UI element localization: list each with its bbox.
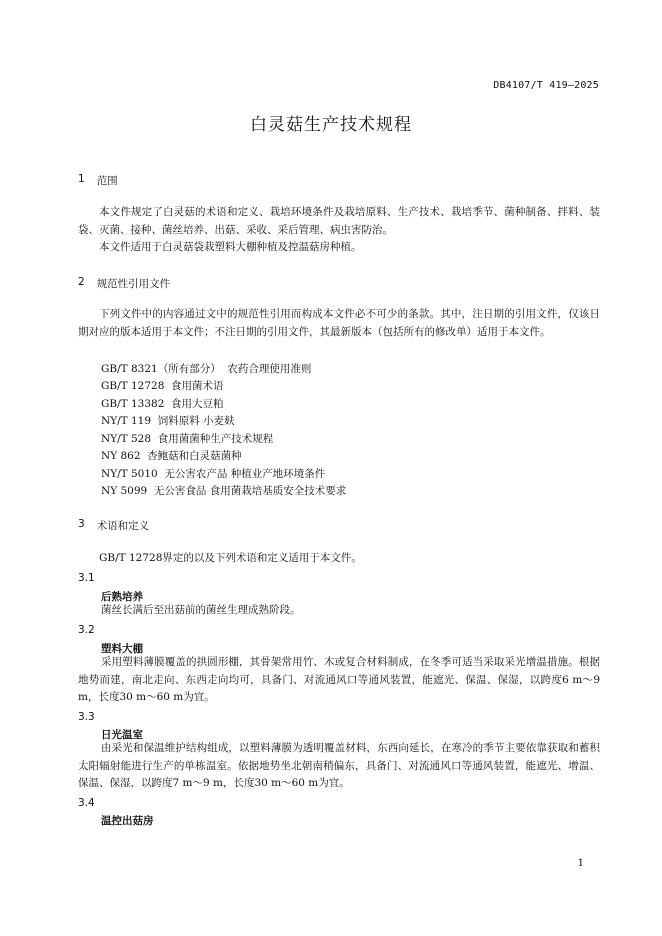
reference-item: NY 5099 无公害食品 食用菌栽培基质安全技术要求 <box>101 485 347 497</box>
section-heading-terms-and-definitions <box>78 518 149 533</box>
term-number: 3.4 <box>78 797 95 809</box>
term-name: 温控出菇房 <box>101 815 154 827</box>
term-number: 3.3 <box>78 711 95 723</box>
term-number: 3.1 <box>78 572 95 584</box>
section-title: 术语和定义 <box>96 520 150 532</box>
document-code: DB4107/T 419—2025 <box>493 80 599 91</box>
reference-item: GB/T 8321（所有部分） 农药合理使用准则 <box>101 363 312 375</box>
reference-item: NY/T 5010 无公害农产品 种植业产地环境条件 <box>101 468 326 480</box>
term-definition: 由采光和保温维护结构组成，以塑料薄膜为透明覆盖材料，东西向延长，在寒冷的季节主要依靠获取和蓄积太阳辐射能进行生产的单栋温室。依据地势坐北朝南稍偏东，具备门、对流通风口等通风装置，能遮光、增温、保温、保湿，以跨度7 m～9 m，长度30 m～60 m为宜。 <box>78 742 600 789</box>
section-heading-normative-references <box>78 276 170 291</box>
term-definition: 采用塑料薄膜覆盖的拱圆形棚，其骨架常用竹、木或复合材料制成，在冬季可适当采取采光增温措施。根据地势而建，南北走向、东西走向均可，具备门、对流通风口等通风装置，能遮光、保温、保湿，以跨度6 m～9 m，长度30 m～60 m为宜。 <box>78 656 600 703</box>
reference-item: GB/T 12728 食用菌术语 <box>101 380 224 392</box>
section-number: 1 <box>78 173 85 185</box>
term-name: 日光温室 <box>101 729 143 741</box>
section-title: 范围 <box>96 175 118 187</box>
term-name: 后熟培养 <box>101 591 143 603</box>
section-number: 3 <box>78 518 85 530</box>
section-title: 规范性引用文件 <box>96 278 171 290</box>
scope-paragraph-2: 本文件适用于白灵菇袋栽塑料大棚种植及控温菇房种植。 <box>99 241 362 253</box>
term-definition: 菌丝长满后至出菇前的菌丝生理成熟阶段。 <box>101 604 301 616</box>
references-intro: 下列文件中的内容通过文中的规范性引用而构成本文件必不可少的条款。其中，注日期的引用文件，仅该日期对应的版本适用于本文件；不注日期的引用文件，其最新版本（包括所有的修改单）适用于本文件。 <box>78 308 600 338</box>
reference-item: NY 862 杏鲍菇和白灵菇菌种 <box>101 450 242 462</box>
term-name: 塑料大棚 <box>101 643 143 655</box>
term-number: 3.2 <box>78 624 95 636</box>
section-number: 2 <box>78 276 85 288</box>
scope-paragraph-1: 本文件规定了白灵菇的术语和定义、栽培环境条件及栽培原料、生产技术、栽培季节、菌种制备、拌料、装袋、灭菌、接种、菌丝培养、出菇、采收、采后管理、病虫害防治。 <box>78 206 600 236</box>
reference-item: NY/T 528 食用菌菌种生产技术规程 <box>101 433 274 445</box>
section-heading-scope <box>78 173 118 188</box>
reference-item: GB/T 13382 食用大豆粕 <box>101 398 224 410</box>
document-title: 白灵菇生产技术规程 <box>250 115 412 135</box>
reference-item: NY/T 119 饲料原料 小麦麸 <box>101 415 235 427</box>
page-number: 1 <box>577 858 584 869</box>
terms-intro: GB/T 12728界定的以及下列术语和定义适用于本文件。 <box>99 552 362 564</box>
